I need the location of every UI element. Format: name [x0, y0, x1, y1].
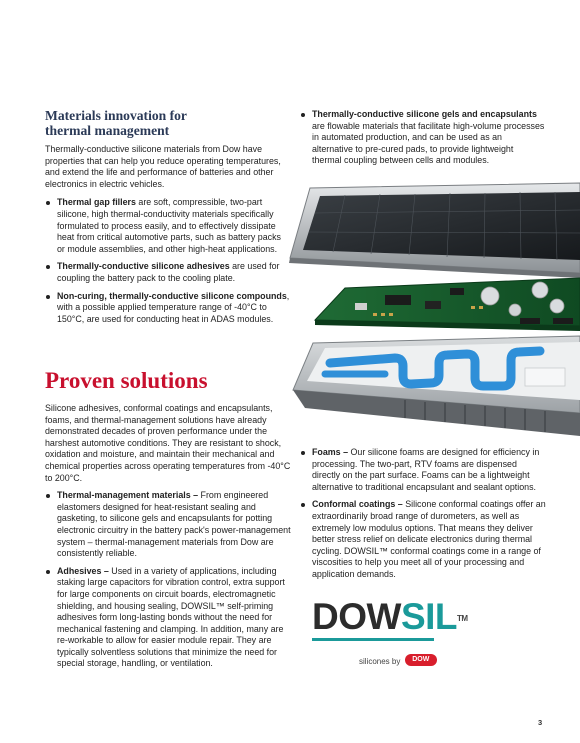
module-lid	[289, 183, 580, 278]
bullet-text: are used for coupling the battery pack to the cooling plate.	[57, 261, 280, 283]
bullet-text: are flowable materials that facilitate high-volume processes in automated production, and can be used as an alternative to pre-cured pads, to provide lightweight thermal coupling between cells and modules.	[312, 120, 545, 166]
dowsil-sil: SIL	[400, 596, 457, 637]
bullet-bold: Thermal gap fillers	[57, 197, 136, 208]
gels-section	[300, 109, 545, 173]
bullet-foams	[300, 447, 547, 493]
silicones-by-text: silicones by	[359, 657, 401, 666]
bullet-text: From engineered elastomers designed for heat-resistant sealing and gasketing, to silicone gels and encapsulants for potting electronic circuitry in the battery pack's power-management system – thermal-management materials from Dow are consistently reliable.	[57, 490, 291, 559]
bullet-conformal-coatings	[300, 499, 547, 580]
dowsil-tm: TM	[457, 614, 468, 623]
proven-bullets	[45, 490, 295, 670]
bullet-thermal-management-materials	[45, 490, 295, 560]
bullet-bold: Thermally-conductive silicone gels and encapsulants	[312, 109, 537, 119]
bullet-bold: Foams –	[312, 447, 349, 457]
materials-heading	[45, 109, 290, 138]
dowsil-underline	[312, 638, 434, 641]
bullet-text: Silicone conformal coatings offer an extraordinarily broad range of durometers, as well as extremely low modulus options. That means they deliver better stress relief on delicate electronics during thermal cycling. DOWSIL™ conformal coatings come in a range of viscosities to help you meet all of your processing and application demands.	[312, 499, 546, 579]
proven-heading: Proven solutions	[45, 368, 208, 393]
proven-intro: Silicone adhesives, conformal coatings and encapsulants, foams, and thermal-management solutions have already demonstrated decades of proven performance under the harshest automotive conditions. They are resistant to shock, oxidation and moisture, and maintain their mechanical and chemical properties across operating temperatures from -40°C to 200°C.	[45, 403, 291, 483]
dow-badge-logo: DOW	[405, 654, 437, 666]
bullet-silicone-adhesives	[45, 261, 290, 284]
silicones-by-line	[359, 651, 452, 669]
exploded-battery-module-illustration	[285, 178, 580, 443]
bullet-bold: Non-curing, thermally-conductive silicone compounds	[57, 290, 287, 301]
cooling-base-tray	[293, 336, 580, 436]
materials-heading-line2: thermal management	[45, 122, 170, 138]
circuit-board	[315, 278, 580, 331]
dowsil-dow: DOW	[312, 596, 401, 637]
materials-heading-line1: Materials innovation for	[45, 108, 187, 123]
bullet-text: , with a possible applied temperature range of -40°C to 150°C, are used for conducting heat in ADAS modules.	[57, 290, 290, 324]
dowsil-logo	[312, 596, 468, 669]
proven-section	[45, 368, 295, 676]
bullet-thermal-gap-fillers	[45, 197, 290, 255]
bullet-bold: Adhesives –	[57, 565, 109, 576]
bullet-text: Our silicone foams are designed for efficiency in processing. The two-part, RTV foams are dispensed directly on the part surface. Foams can be a lightweight alternative to traditional encapsulant and sealant options.	[312, 447, 540, 492]
bullet-bold: Conformal coatings –	[312, 499, 403, 510]
bullet-text: are soft, compressible, two-part silicone, high thermal-conductivity materials specifically formulated to process easily, and to effectively dissipate heat from critical automotive parts, such as battery packs or module assemblies, and other high-heat applications.	[57, 197, 281, 254]
bullet-adhesives	[45, 566, 295, 670]
dowsil-wordmark	[312, 596, 468, 637]
page-number: 3	[538, 718, 543, 727]
bullet-bold: Thermal-management materials –	[57, 490, 199, 501]
bullet-bold: Thermally-conductive silicone adhesives	[57, 261, 230, 272]
materials-bullets	[45, 197, 290, 325]
bullet-noncuring-compounds	[45, 291, 290, 326]
bullet-gels-encapsulants	[300, 109, 545, 167]
materials-section	[45, 109, 290, 331]
materials-intro: Thermally-conductive silicone materials from Dow have properties that can help you reduce operating temperatures, and extend the life and performance of batteries and other electronics in electric vehicles.	[45, 144, 281, 189]
right-bullets	[300, 447, 547, 587]
bullet-text: Used in a variety of applications, including staking large capacitors for vibration control, extra support for large components on circuit boards, electromagnetic shielding, and housing sealing, DOWSIL™ self-priming adhesives form long-lasting bonds without the need for mechanical fastening and clamping. In addition, many are re-workable to allow for easier module repair. They are typically solventless solutions that minimize the need for special storage, handling, or ventilation.	[57, 565, 285, 669]
